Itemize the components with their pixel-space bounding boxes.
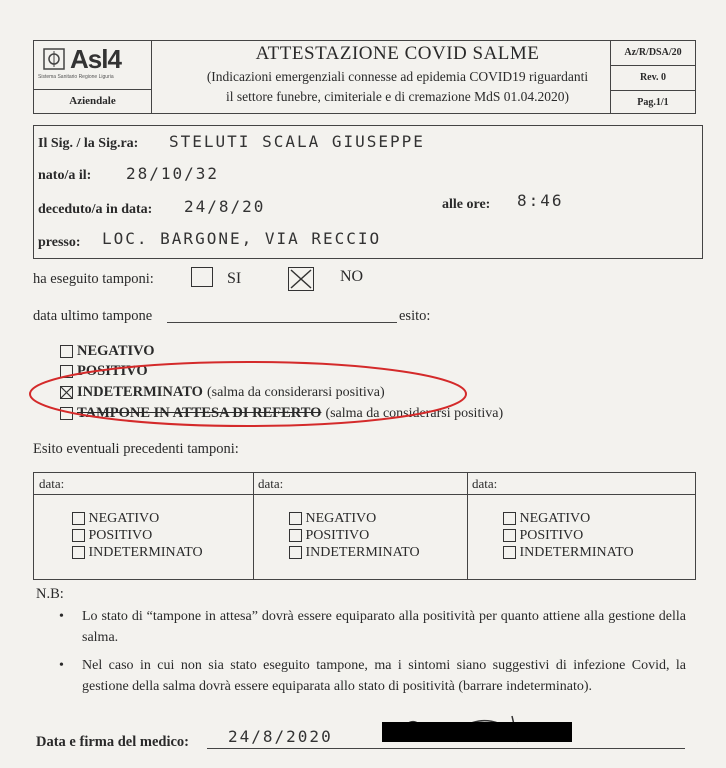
redaction-bar [382,722,572,742]
si-checkbox[interactable] [191,267,213,287]
place-label: presso: [38,235,81,250]
birth-label: nato/a il: [38,168,92,183]
previous-heading: Esito eventuali precedenti tamponi: [33,441,239,457]
result-option[interactable]: POSITIVO [503,528,583,544]
outcome-label: TAMPONE IN ATTESA DI REFERTO [77,405,322,421]
bullet-icon: • [59,609,64,624]
result-option[interactable]: INDETERMINATO [289,545,420,561]
time-value[interactable]: 8:46 [517,191,564,210]
subtitle-line2: il settore funebre, cimiteriale e di cremazione MdS 01.04.2020) [225,89,569,104]
document-code: Az/R/DSA/20 [611,41,695,66]
logo-cell [34,41,152,90]
name-label: Il Sig. / la Sig.ra: [38,136,139,151]
date-label: data: [39,476,65,491]
name-value[interactable]: STELUTI SCALA GIUSEPPE [169,132,425,151]
death-value[interactable]: 24/8/20 [184,197,266,216]
outcome-label: INDETERMINATO [77,384,203,400]
result-option[interactable]: NEGATIVO [503,511,590,527]
result-option[interactable]: NEGATIVO [72,511,159,527]
patient-box [33,125,703,259]
result-column [467,473,695,579]
outcome-label: NEGATIVO [77,343,155,359]
date-label: data: [472,476,498,491]
birth-value[interactable]: 28/10/32 [126,164,220,183]
note-item [59,606,686,648]
note-text: Lo stato di “tampone in attesa” dovrà essere equiparato alla positività per quanto attiene alla gestione della salma. [82,609,686,645]
result-option[interactable]: POSITIVO [289,528,369,544]
document-title: ATTESTAZIONE COVID SALME [255,43,540,64]
outcome-label: esito: [399,308,431,324]
date-label: data: [258,476,284,491]
bullet-icon: • [59,658,64,673]
si-label: SI [227,270,242,287]
code-cell [610,41,695,113]
no-checkbox[interactable] [288,267,314,291]
document-header [33,40,696,114]
result-option[interactable]: INDETERMINATO [503,545,634,561]
note-text: Nel caso in cui non sia stato eseguito tampone, ma i sintomi siano suggestivi di infezione Covid, la gestione della salma dovrà essere equiparata allo stato di positività (barrare indeterminato). [82,658,686,694]
result-option[interactable]: POSITIVO [72,528,152,544]
signature-date: 24/8/2020 [228,727,333,746]
logo-text: Asl4 [70,44,121,74]
result-column [34,473,254,579]
previous-results-table [33,472,696,580]
no-label: NO [340,268,364,285]
logo-subtitle: Sistema Sanitario Regione Liguria [38,74,114,80]
note-item [59,655,686,697]
death-label: deceduto/a in data: [38,202,153,217]
result-column [253,473,468,579]
revision: Rev. 0 [611,66,695,91]
asl-logo-icon [42,47,66,71]
signature-line[interactable] [207,748,685,749]
result-option[interactable]: INDETERMINATO [72,545,203,561]
page-number: Pag.1/1 [637,97,669,108]
outcome-note: (salma da considerarsi positiva) [325,406,504,421]
highlight-ellipse [26,356,472,432]
title-cell [152,41,643,113]
subtitle-line1: (Indicazioni emergenziali connesse ad epidemia COVID19 riguardanti [206,69,589,84]
place-value[interactable]: LOC. BARGONE, VIA RECCIO [102,229,382,248]
last-swab-date-label: data ultimo tampone [33,308,153,324]
outcome-label: POSITIVO [77,363,148,379]
notes-heading: N.B: [36,586,64,602]
aziendale-label: Aziendale [34,89,152,113]
last-swab-date-line[interactable] [167,322,397,323]
time-label: alle ore: [442,197,491,212]
result-option[interactable]: NEGATIVO [289,511,376,527]
check-mark-icon [289,268,313,290]
outcome-note: (salma da considerarsi positiva) [206,385,385,400]
swab-question: ha eseguito tamponi: [33,271,154,287]
signature-label: Data e firma del medico: [36,734,190,750]
